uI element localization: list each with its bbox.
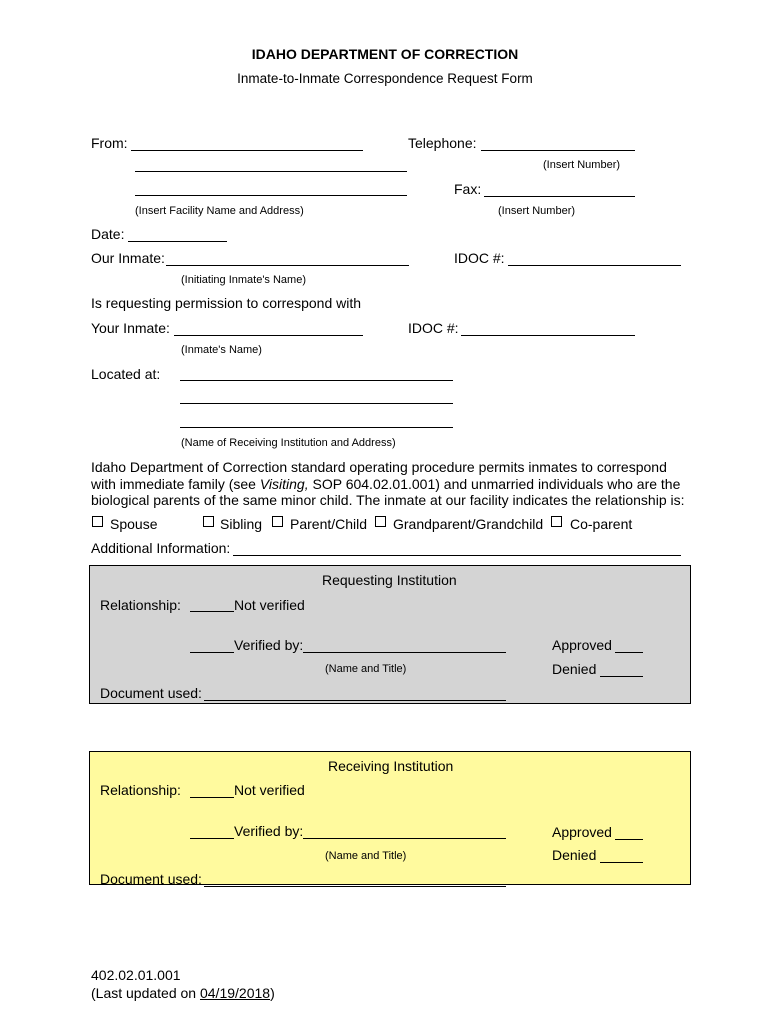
- idoc-label-2: IDOC #:: [408, 320, 459, 336]
- requesting-verified-by-field[interactable]: [303, 652, 506, 653]
- receiving-approved-field[interactable]: [615, 839, 643, 840]
- parent-child-checkbox[interactable]: [272, 516, 283, 527]
- receiving-document-used: Document used:: [100, 871, 202, 887]
- requesting-relationship-label: Relationship:: [100, 597, 181, 613]
- additional-info-field[interactable]: [233, 555, 681, 556]
- spouse-label: Spouse: [110, 516, 158, 532]
- initiating-name-note: (Initiating Inmate's Name): [181, 274, 306, 286]
- spouse-checkbox[interactable]: [92, 516, 103, 527]
- date-field[interactable]: [128, 241, 227, 242]
- paragraph-line3: biological parents of the same minor child. The inmate at our facility indicates the relationship is:: [91, 492, 685, 508]
- located-label: Located at:: [91, 366, 161, 382]
- last-updated-date: 04/19/2018: [199, 985, 271, 1001]
- co-parent-checkbox[interactable]: [551, 516, 562, 527]
- requesting-verified-blank[interactable]: [190, 652, 234, 653]
- parent-child-label: Parent/Child: [290, 516, 368, 532]
- receiving-not-verified-blank[interactable]: [190, 797, 234, 798]
- receiving-relationship-label: Relationship:: [100, 782, 181, 798]
- receiving-verified-by: Verified by:: [234, 823, 304, 839]
- paragraph-line2-a: with immediate family (see: [91, 475, 260, 492]
- our-inmate-label: Our Inmate:: [91, 250, 165, 266]
- requesting-denied-field[interactable]: [600, 676, 643, 677]
- from-field-line1[interactable]: [131, 150, 363, 151]
- idoc-field-1[interactable]: [508, 265, 681, 266]
- co-parent-label: Co-parent: [570, 516, 633, 532]
- date-label: Date:: [91, 226, 125, 242]
- grandparent-checkbox[interactable]: [375, 516, 386, 527]
- visiting-italic: Visiting,: [259, 475, 309, 492]
- facility-note: (Insert Facility Name and Address): [135, 205, 304, 217]
- receiving-verified-blank[interactable]: [190, 838, 234, 839]
- requesting-denied: Denied: [552, 661, 597, 677]
- receiving-not-verified: Not verified: [234, 782, 305, 798]
- requesting-document-field[interactable]: [204, 700, 506, 701]
- fax-label: Fax:: [454, 181, 482, 197]
- sibling-label: Sibling: [220, 516, 263, 532]
- located-field-3[interactable]: [180, 427, 453, 428]
- requesting-title: Requesting Institution: [322, 572, 457, 588]
- receiving-name-title-note: (Name and Title): [325, 850, 407, 862]
- form-title: Inmate-to-Inmate Correspondence Request Form: [237, 71, 533, 86]
- receiving-verified-by-field[interactable]: [303, 838, 506, 839]
- receiving-name-note: (Name of Receiving Institution and Address): [181, 437, 396, 449]
- inmate-name-note: (Inmate's Name): [181, 344, 262, 356]
- requesting-document-used: Document used:: [100, 685, 202, 701]
- from-field-line2[interactable]: [135, 171, 407, 172]
- located-field-2[interactable]: [180, 403, 453, 404]
- requesting-verified-by: Verified by:: [234, 637, 304, 653]
- from-label: From:: [91, 135, 128, 151]
- located-field-1[interactable]: [180, 380, 453, 381]
- requesting-approved: Approved: [552, 637, 612, 653]
- idoc-field-2[interactable]: [461, 335, 635, 336]
- requesting-not-verified-blank[interactable]: [190, 611, 234, 612]
- paragraph-line1: Idaho Department of Correction standard operating procedure permits inmates to correspond: [91, 459, 667, 475]
- last-updated-prefix: (Last updated on: [91, 985, 200, 1001]
- receiving-title: Receiving Institution: [328, 758, 454, 774]
- fax-number-note: (Insert Number): [498, 205, 576, 217]
- policy-paragraph: [91, 459, 691, 509]
- requesting-not-verified: Not verified: [234, 597, 305, 613]
- from-field-line3[interactable]: [135, 195, 407, 196]
- requesting-name-title-note: (Name and Title): [325, 663, 407, 675]
- fax-field[interactable]: [484, 196, 635, 197]
- receiving-approved: Approved: [552, 824, 612, 840]
- receiving-document-field[interactable]: [204, 886, 506, 887]
- last-updated-suffix: ): [270, 985, 275, 1001]
- paragraph-line2-b: SOP 604.02.01.001) and unmarried individuals who are the: [308, 475, 681, 492]
- receiving-denied-field[interactable]: [600, 862, 643, 863]
- your-inmate-field[interactable]: [174, 335, 363, 336]
- insert-number-note: (Insert Number): [543, 159, 621, 171]
- last-updated: [91, 985, 275, 1001]
- requesting-text: Is requesting permission to correspond with: [91, 295, 362, 311]
- agency-title: IDAHO DEPARTMENT OF CORRECTION: [251, 46, 519, 62]
- additional-info-label: Additional Information:: [91, 540, 231, 556]
- grandparent-label: Grandparent/Grandchild: [393, 516, 544, 532]
- your-inmate-label: Your Inmate:: [91, 320, 170, 336]
- receiving-denied: Denied: [552, 847, 597, 863]
- our-inmate-field[interactable]: [166, 265, 409, 266]
- form-code: 402.02.01.001: [91, 967, 181, 983]
- idoc-label-1: IDOC #:: [454, 250, 505, 266]
- telephone-field[interactable]: [481, 150, 635, 151]
- requesting-approved-field[interactable]: [615, 652, 643, 653]
- sibling-checkbox[interactable]: [203, 516, 214, 527]
- paragraph-line2: [91, 476, 691, 493]
- telephone-label: Telephone:: [408, 135, 477, 151]
